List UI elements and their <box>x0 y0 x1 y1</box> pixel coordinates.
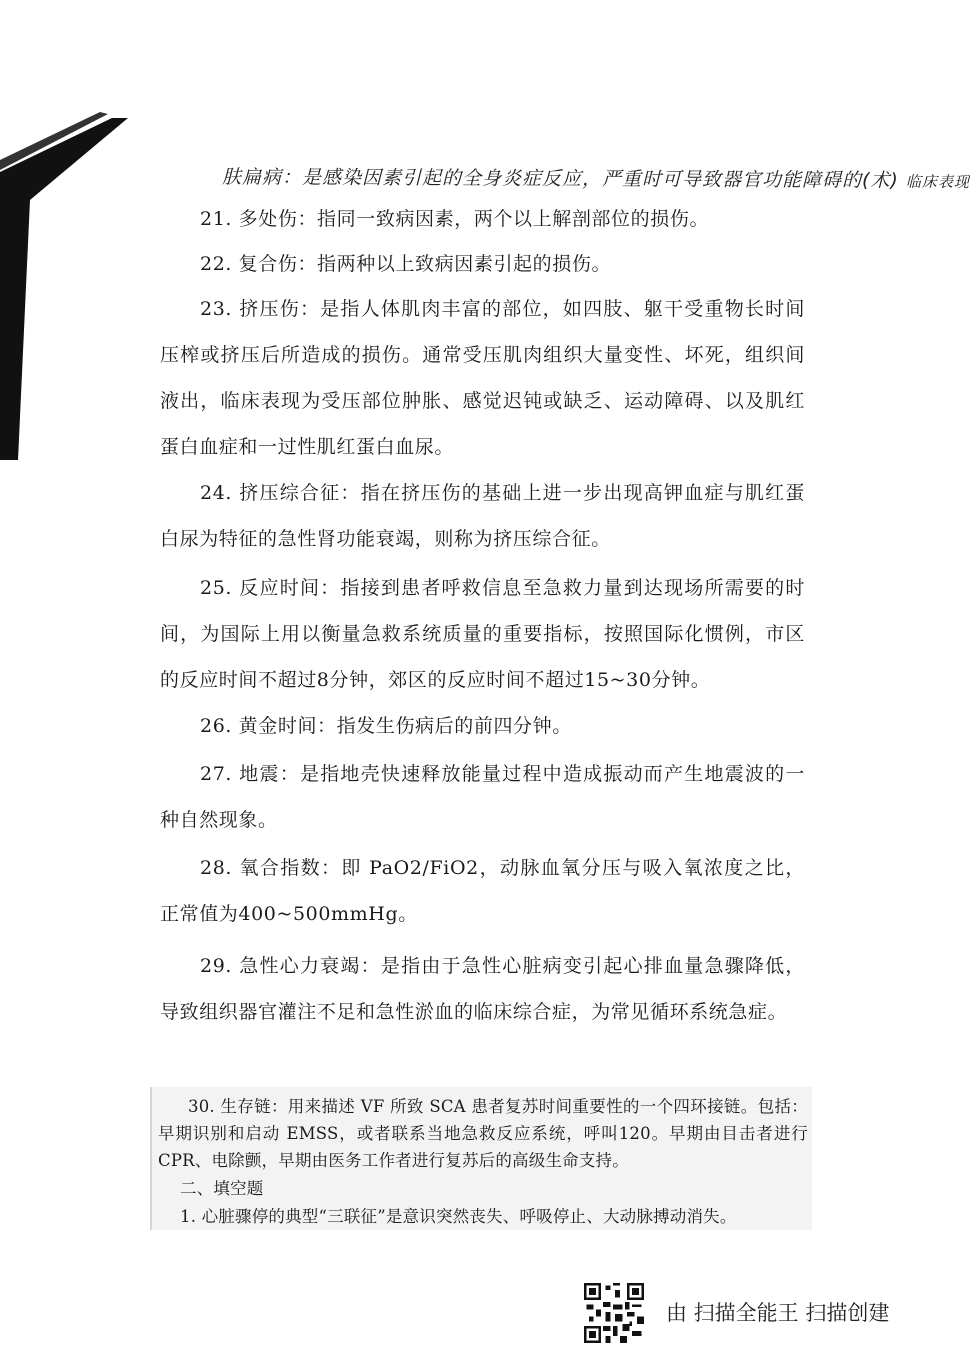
qr-code-icon <box>584 1283 644 1343</box>
fill-blank-q1-text: 1. 心脏骤停的典型“三联征”是意识突然丧失、呼吸停止、大动脉搏动消失。 <box>180 1207 737 1226</box>
definition-24-text: 24. 挤压综合征：指在挤压伤的基础上进一步出现高钾血症与肌红蛋白尿为特征的急性肾功能衰竭，则称为挤压综合征。 <box>160 482 805 550</box>
definition-25 <box>160 565 805 703</box>
scanner-watermark <box>584 1283 944 1343</box>
fill-blank-q1 <box>158 1203 808 1230</box>
pasted-scan-box <box>150 1087 812 1230</box>
definition-21-text: 21. 多处伤：指同一致病因素，两个以上解剖部位的损伤。 <box>200 208 710 230</box>
definition-21 <box>160 196 805 242</box>
definition-26-text: 26. 黄金时间：指发生伤病后的前四分钟。 <box>200 715 572 737</box>
definition-29-text: 29. 急性心力衰竭：是指由于急性心脏病变引起心排血量急骤降低，导致组织器官灌注不足和急性淤血的临床综合症，为常见循环系统急症。 <box>160 955 805 1023</box>
definition-23-text: 23. 挤压伤：是指人体肌肉丰富的部位，如四肢、躯干受重物长时间压榨或挤压后所造成的损伤。通常受压肌肉组织大量变性、坏死，组织间液出，临床表现为受压部位肿胀、感觉迟钝或缺乏、运动障碍、以及肌红蛋白血症和一过性肌红蛋白血尿。 <box>160 298 805 458</box>
definition-22-text: 22. 复合伤：指两种以上致病因素引起的损伤。 <box>200 253 612 275</box>
definition-28 <box>160 845 805 937</box>
handwritten-annotation <box>221 162 970 193</box>
definition-28-text: 28. 氧合指数：即 PaO2/FiO2，动脉血氧分压与吸入氧浓度之比，正常值为400~500mmHg。 <box>160 857 805 925</box>
definition-22 <box>160 241 805 287</box>
handwritten-trailing: 临床表现 <box>905 172 970 192</box>
definition-26 <box>160 703 805 749</box>
definition-29 <box>160 943 805 1035</box>
section-heading <box>158 1175 808 1202</box>
section-heading-text: 二、填空题 <box>180 1179 264 1198</box>
definition-30-text: 30. 生存链：用来描述 VF 所致 SCA 患者复苏时间重要性的一个四环接链。包括：早期识别和启动 EMSS，或者联系当地急救反应系统，呼叫120。早期由目击者进行 CPR、电除颤，早期由医务工作者进行复苏后的高级生命支持。 <box>158 1097 808 1170</box>
handwritten-text: 肤扁病：是感染因素引起的全身炎症反应，严重时可导致器官功能障碍的(术) <box>221 166 899 192</box>
definition-30 <box>158 1093 808 1174</box>
definition-27-text: 27. 地震：是指地壳快速释放能量过程中造成振动而产生地震波的一种自然现象。 <box>160 763 805 831</box>
definition-27 <box>160 751 805 843</box>
scanner-watermark-text: 由 扫描全能王 扫描创建 <box>666 1301 890 1325</box>
definition-23 <box>160 286 805 470</box>
definition-25-text: 25. 反应时间：指接到患者呼救信息至急救力量到达现场所需要的时间，为国际上用以衡量急救系统质量的重要指标，按照国际化惯例，市区的反应时间不超过8分钟，郊区的反应时间不超过15~30分钟。 <box>160 577 805 691</box>
scan-edge-shadow <box>0 0 140 460</box>
definition-24 <box>160 470 805 562</box>
